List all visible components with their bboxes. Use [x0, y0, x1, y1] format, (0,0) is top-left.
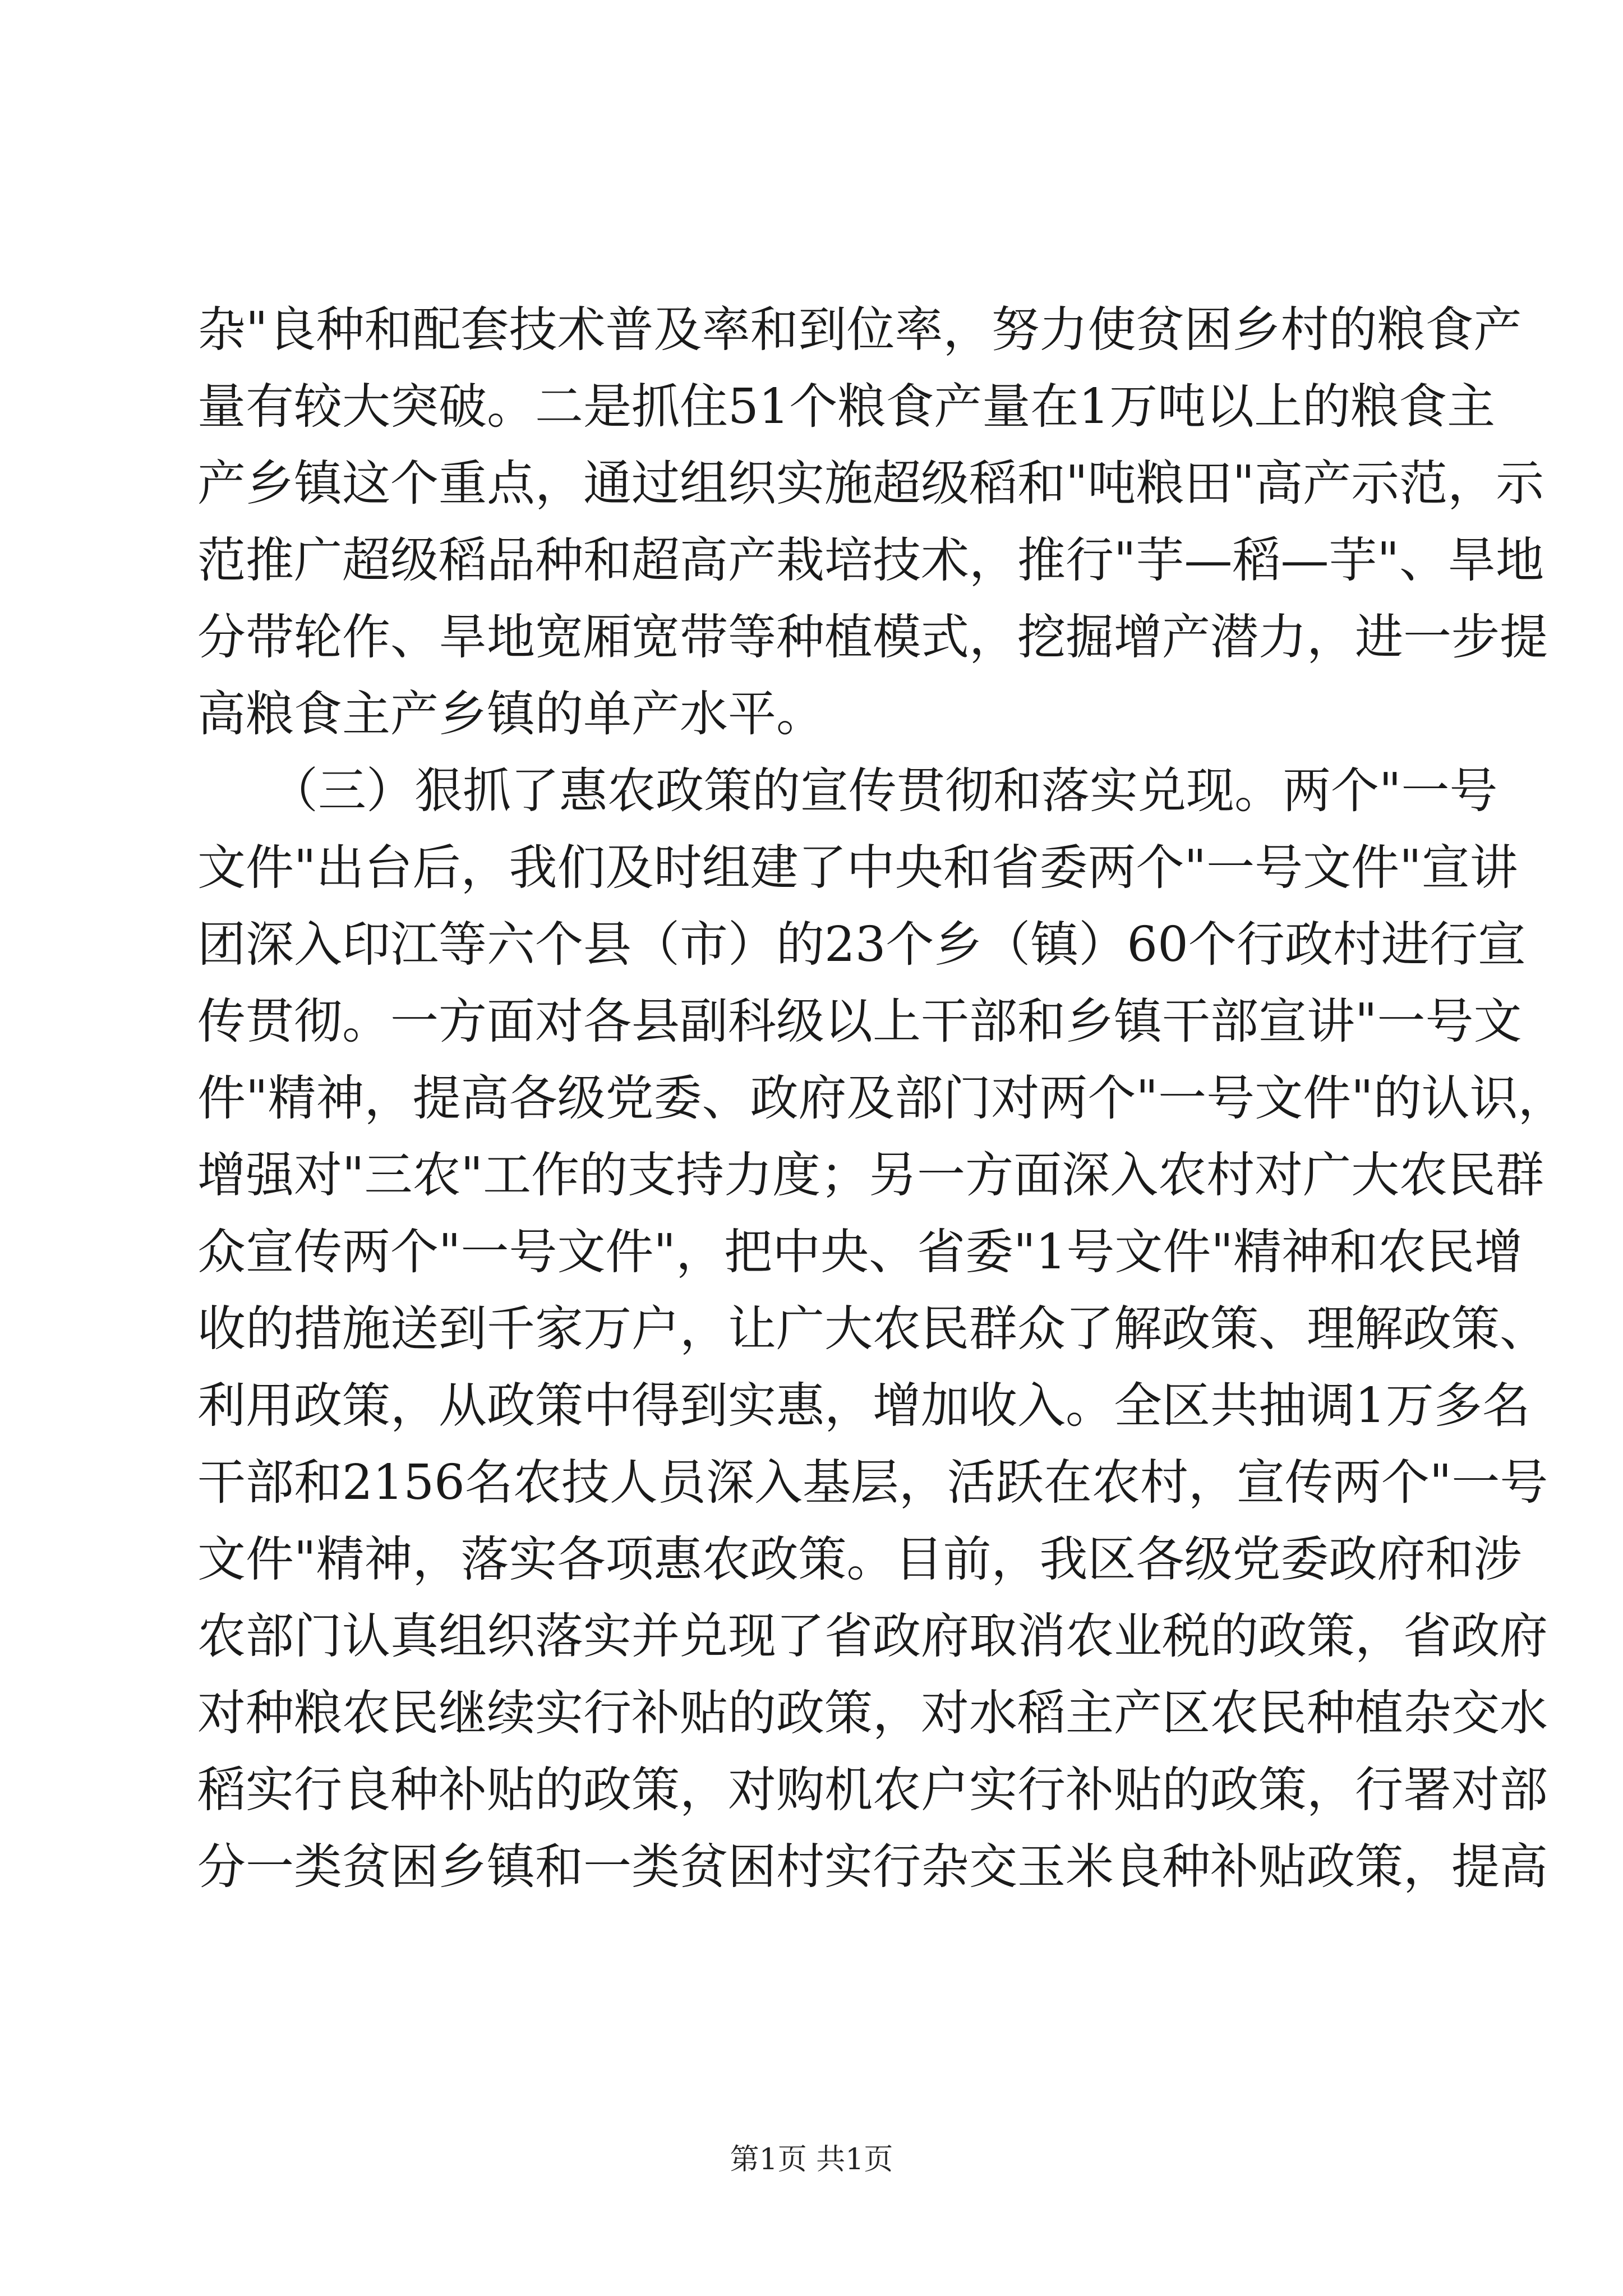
text-line: 利用政策，从政策中得到实惠，增加收入。全区共抽调1万多名	[197, 1378, 1530, 1434]
text-line: 团深入印江等六个县（市）的23个乡（镇）60个行政村进行宣	[197, 917, 1526, 973]
text-line: 分一类贫困乡镇和一类贫困村实行杂交玉米良种补贴政策，提高	[197, 1839, 1548, 1895]
text-line: 稻实行良种补贴的政策，对购机农户实行补贴的政策，行署对部	[197, 1762, 1548, 1818]
page-number-footer: 第1页 共1页	[730, 2143, 893, 2177]
text-line: 文件"出台后，我们及时组建了中央和省委两个"一号文件"宣讲	[197, 840, 1518, 896]
text-line: 杂"良种和配套技术普及率和到位率，努力使贫困乡村的粮食产	[197, 302, 1522, 358]
text-line: 干部和2156名农技人员深入基层，活跃在农村，宣传两个"一号	[197, 1455, 1548, 1511]
text-line: 对种粮农民继续实行补贴的政策，对水稻主产区农民种植杂交水	[197, 1685, 1548, 1741]
document-body	[197, 292, 1566, 1906]
text-line: 众宣传两个"一号文件"，把中央、省委"1号文件"精神和农民增	[197, 1224, 1523, 1280]
text-line: 产乡镇这个重点，通过组织实施超级稻和"吨粮田"高产示范，示	[197, 455, 1544, 512]
text-line: 件"精神，提高各级党委、政府及部门对两个"一号文件"的认识，	[197, 1070, 1566, 1126]
text-line: 高粮食主产乡镇的单产水平。	[197, 686, 824, 742]
text-line: 增强对"三农"工作的支持力度；另一方面深入农村对广大农民群	[197, 1147, 1544, 1203]
text-line: 范推广超级稻品种和超高产栽培技术，推行"芋—稻—芋"、旱地	[197, 532, 1544, 588]
text-line: （三）狠抓了惠农政策的宣传贯彻和落实兑现。两个"一号	[197, 763, 1498, 819]
text-line: 分带轮作、旱地宽厢宽带等种植模式，挖掘增产潜力，进一步提	[197, 609, 1548, 665]
text-line: 收的措施送到千家万户，让广大农民群众了解政策、理解政策、	[197, 1301, 1548, 1357]
text-line: 农部门认真组织落实并兑现了省政府取消农业税的政策，省政府	[197, 1608, 1548, 1664]
text-line: 传贯彻。一方面对各县副科级以上干部和乡镇干部宣讲"一号文	[197, 993, 1522, 1050]
text-line: 文件"精神，落实各项惠农政策。目前，我区各级党委政府和涉	[197, 1531, 1522, 1588]
text-line: 量有较大突破。二是抓住51个粮食产量在1万吨以上的粮食主	[197, 379, 1496, 435]
